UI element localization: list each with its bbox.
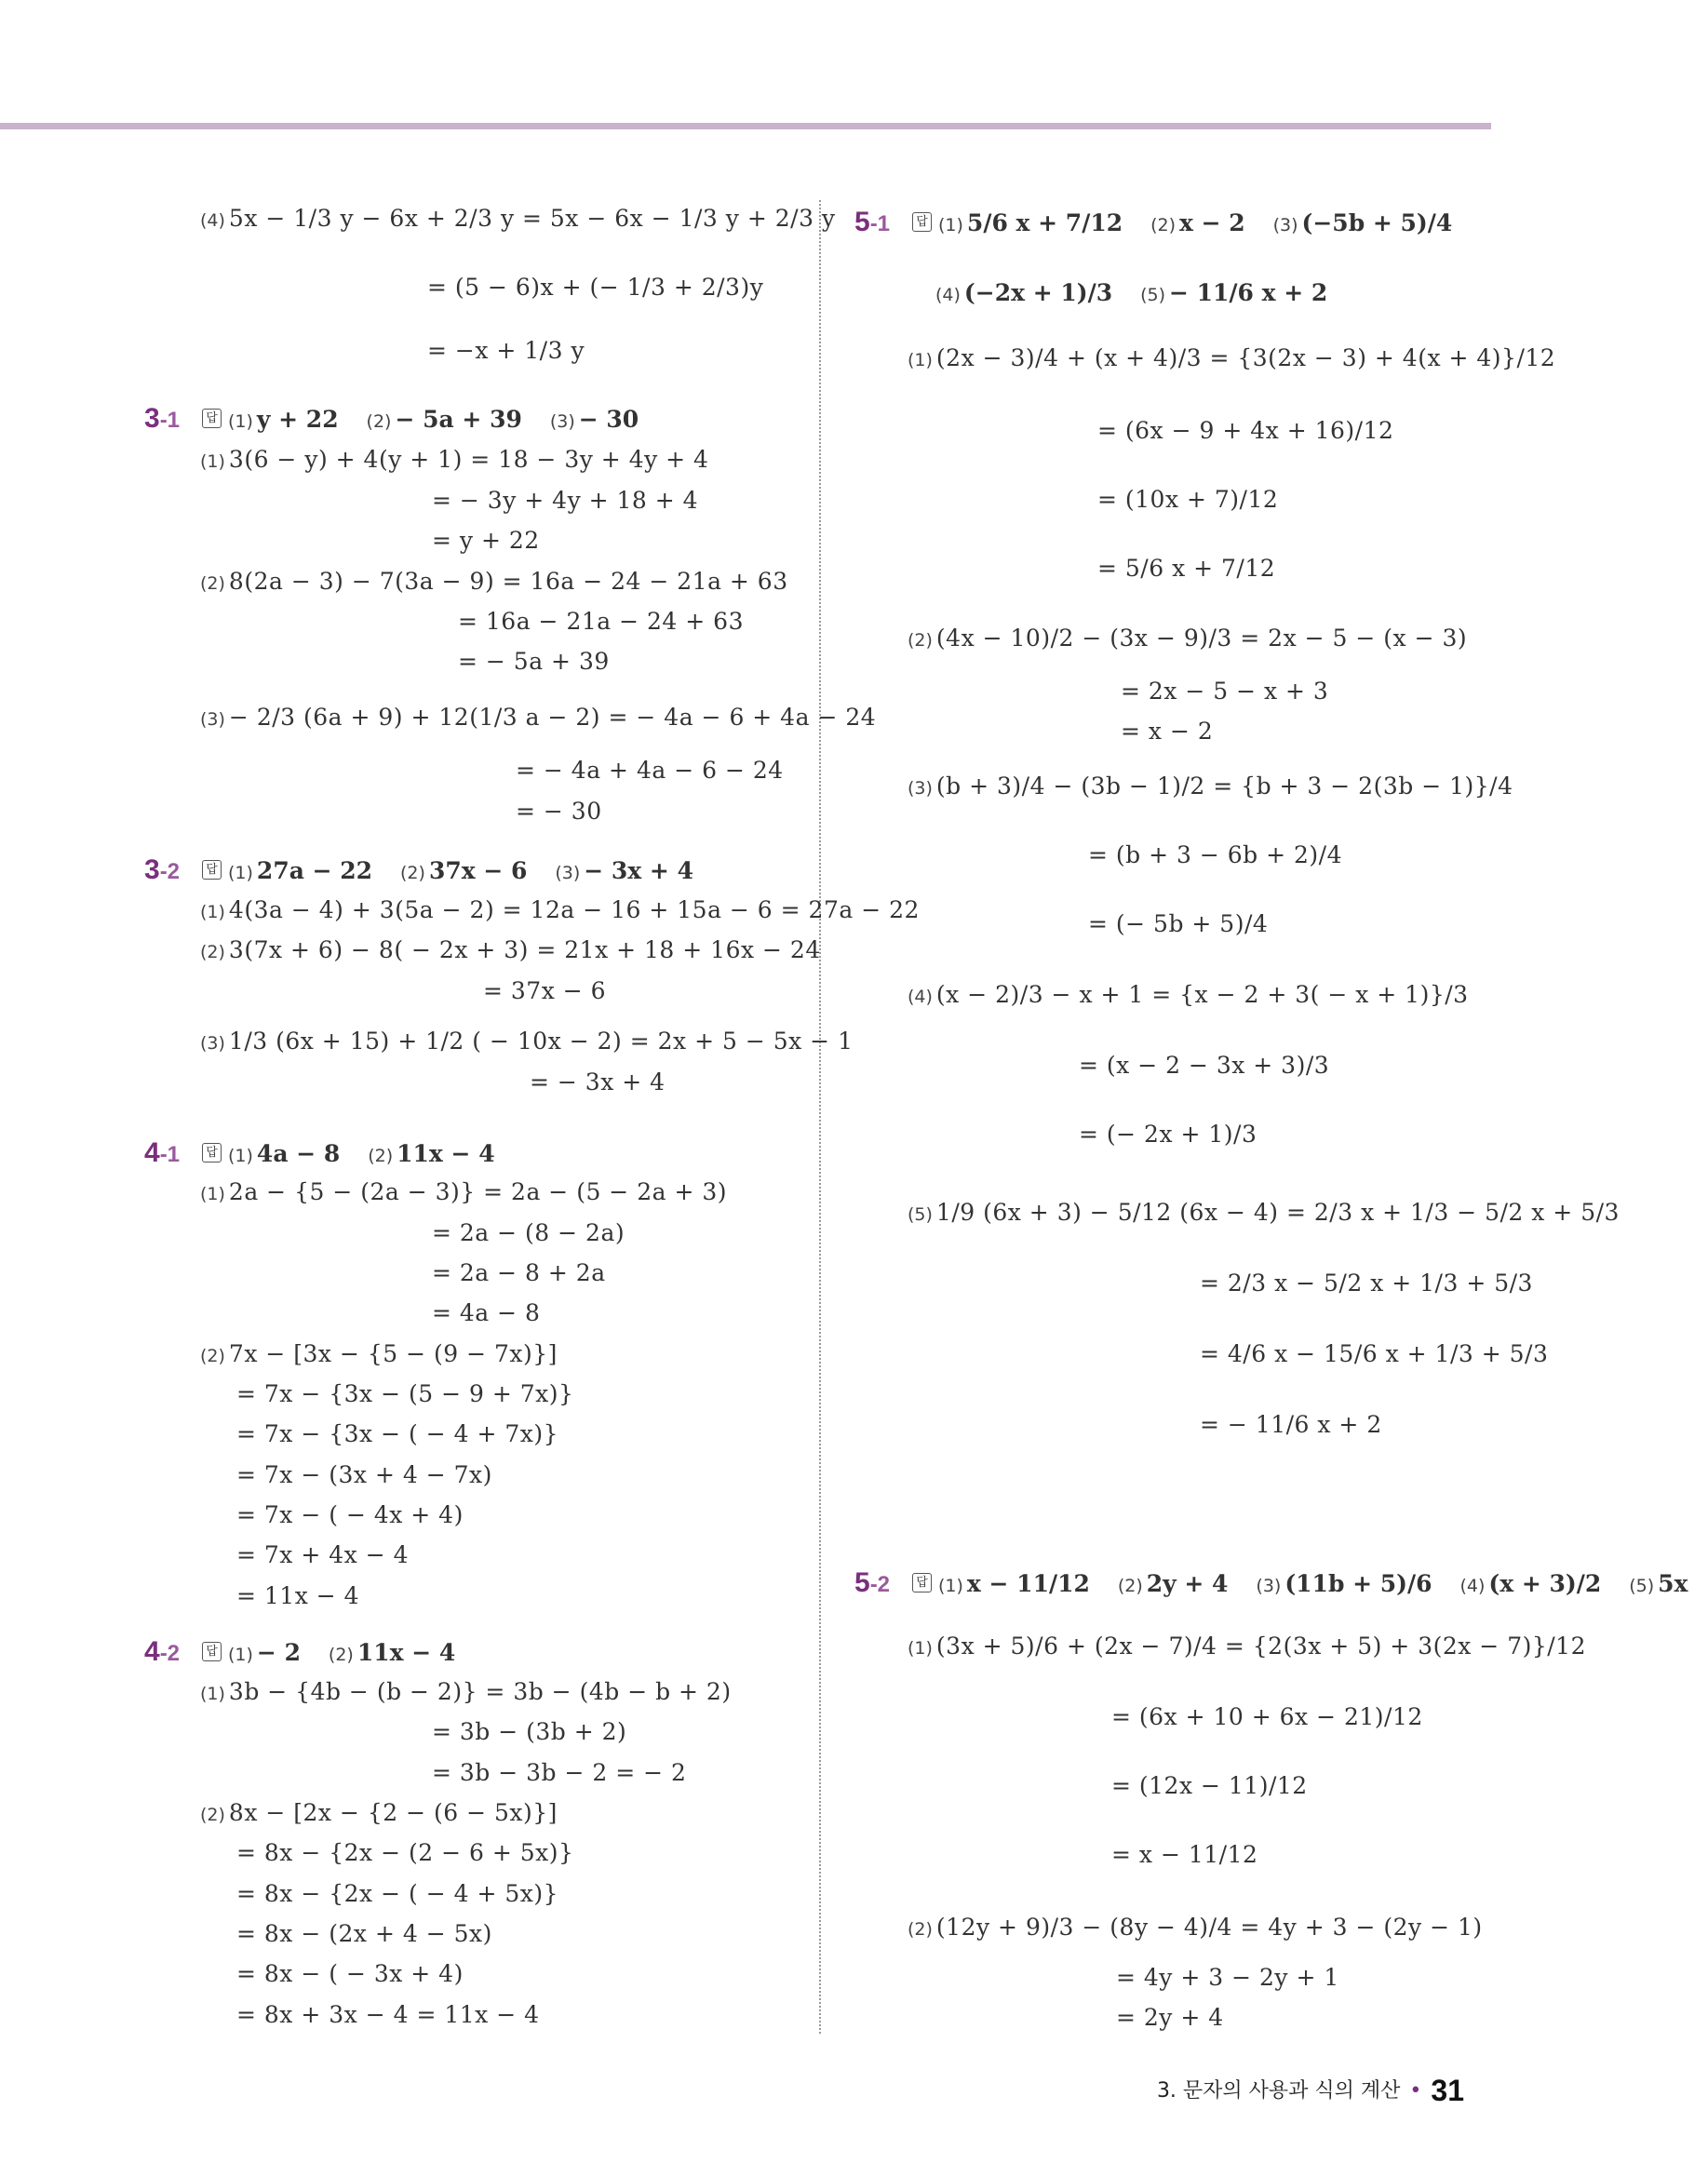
line: = 8x − {2x − ( − 4 + 5x)} [236,1880,558,1907]
line: = 8x − (2x + 4 − 5x) [236,1920,492,1947]
answer-mark: 답 [202,409,222,428]
line: = 2y + 4 [1116,2004,1224,2031]
page-number: 31 [1431,2074,1464,2107]
line: = 4a − 8 [432,1299,541,1326]
answer-line: (1) 5/6 x + 7/12 (2) x − 2 (3) (−5b + 5)/4 [938,209,1453,236]
line: = (6x + 10 + 6x − 21)/12 [1111,1703,1423,1730]
line: = (− 5b + 5)/4 [1088,910,1269,937]
line: (2) 8x − [2x − {2 − (6 − 5x)}] [200,1799,558,1826]
line: = (10x + 7)/12 [1097,486,1279,513]
line: (3) − 2/3 (6a + 9) + 12(1/3 a − 2) = − 4a − 6 + 4a − 24 [200,704,877,731]
line: (5) 1/9 (6x + 3) − 5/12 (6x − 4) = 2/3 x + 1/3 − 5/2 x + 5/3 [908,1199,1620,1226]
line: = 8x − ( − 3x + 4) [236,1960,464,1987]
line: (2) (4x − 10)/2 − (3x − 9)/3 = 2x − 5 − (x − 3) [908,625,1468,652]
line: = 4y + 3 − 2y + 1 [1116,1964,1339,1991]
line: = 7x − {3x − ( − 4 + 7x)} [236,1420,558,1447]
line: = (5 − 6)x + (− 1/3 + 2/3)y [427,274,764,301]
line: = (− 2x + 1)/3 [1079,1121,1257,1148]
line: = 4/6 x − 15/6 x + 1/3 + 5/3 [1200,1340,1549,1367]
line: = 7x − {3x − (5 − 9 + 7x)} [236,1380,574,1407]
line: = 37x − 6 [483,977,607,1004]
top-rule [0,123,1491,129]
line: = 11x − 4 [236,1582,360,1609]
line: = 2a − 8 + 2a [432,1259,606,1286]
problem-3-1: 3-1 [144,403,181,434]
problem-4-2: 4-2 [144,1636,181,1667]
chapter-title: 3. 문자의 사용과 식의 계산 [1156,2079,1401,2103]
answer-mark: 답 [912,212,932,232]
problem-4-1: 4-1 [144,1137,181,1168]
line: = 8x + 3x − 4 = 11x − 4 [236,2001,540,2028]
bullet-icon: • [1409,2079,1422,2103]
line: (1) 4(3a − 4) + 3(5a − 2) = 12a − 16 + 15a − 6 = 27a − 22 [200,896,920,923]
problem-5-2: 5-2 [854,1567,891,1598]
line: (2) 3(7x + 6) − 8( − 2x + 3) = 21x + 18 + 16x − 24 [200,936,821,963]
line: (1) 2a − {5 − (2a − 3)} = 2a − (5 − 2a + 3) [200,1178,727,1205]
line: = (6x − 9 + 4x + 16)/12 [1097,417,1394,444]
line: (3) 1/3 (6x + 15) + 1/2 ( − 10x − 2) = 2x + 5 − 5x − 1 [200,1028,854,1055]
line: = (b + 3 − 6b + 2)/4 [1088,841,1342,868]
column-divider [819,200,821,2034]
line: (2) 8(2a − 3) − 7(3a − 9) = 16a − 24 − 21a + 63 [200,568,788,595]
line: (4) 5x − 1/3 y − 6x + 2/3 y = 5x − 6x − 1/3 y + 2/3 y [200,205,836,232]
answer-mark: 답 [202,1642,222,1661]
answer-mark: 답 [202,860,222,880]
answer-line: (1) 4a − 8 (2) 11x − 4 [228,1140,495,1167]
line: (2) 7x − [3x − {5 − (9 − 7x)}] [200,1340,558,1367]
line: = − 3x + 4 [530,1068,666,1095]
line: = 3b − (3b + 2) [432,1718,627,1745]
line: (3) (b + 3)/4 − (3b − 1)/2 = {b + 3 − 2(3b − 1)}/4 [908,773,1513,800]
answer-mark: 답 [912,1573,932,1592]
line: = 2x − 5 − x + 3 [1121,678,1329,705]
line: (2) (12y + 9)/3 − (8y − 4)/4 = 4y + 3 − (2y − 1) [908,1914,1483,1941]
line: = 7x − (3x + 4 − 7x) [236,1461,492,1488]
line: (1) 3(6 − y) + 4(y + 1) = 18 − 3y + 4y + 4 [200,446,709,473]
line: = y + 22 [432,527,540,554]
line: (1) (2x − 3)/4 + (x + 4)/3 = {3(2x − 3) + 4(x + 4)}/12 [908,344,1556,371]
line: = − 5a + 39 [458,648,610,675]
line: = − 3y + 4y + 18 + 4 [432,487,699,514]
line: = 7x − ( − 4x + 4) [236,1501,464,1528]
answer-line: (1) 27a − 22 (2) 37x − 6 (3) − 3x + 4 [228,857,693,884]
line: = − 11/6 x + 2 [1200,1411,1382,1438]
line: = 5/6 x + 7/12 [1097,555,1276,582]
line: = x − 11/12 [1111,1841,1258,1868]
line: = 8x − {2x − (2 − 6 + 5x)} [236,1839,574,1866]
line: = 3b − 3b − 2 = − 2 [432,1759,687,1786]
line: = (12x − 11)/12 [1111,1772,1308,1799]
line: (1) (3x + 5)/6 + (2x − 7)/4 = {2(3x + 5) + 3(2x − 7)}/12 [908,1633,1586,1660]
line: = 16a − 21a − 24 + 63 [458,608,744,635]
line: = 2/3 x − 5/2 x + 1/3 + 5/3 [1200,1270,1533,1297]
page-footer [1157,2074,1464,2108]
answer-mark: 답 [202,1143,222,1162]
line: = (x − 2 − 3x + 3)/3 [1079,1052,1330,1079]
answer-line: (1) y + 22 (2) − 5a + 39 (3) − 30 [228,406,639,433]
line: = − 4a + 4a − 6 − 24 [516,757,784,784]
line: (4) (x − 2)/3 − x + 1 = {x − 2 + 3( − x + 1)}/3 [908,981,1469,1008]
answer-line: (4) (−2x + 1)/3 (5) − 11/6 x + 2 [935,279,1328,306]
answer-line: (1) x − 11/12 (2) 2y + 4 (3) (11b + 5)/6 (4) (x + 3)/2 (5) 5x [938,1570,1688,1597]
line: = 7x + 4x − 4 [236,1541,409,1568]
problem-3-2: 3-2 [144,854,181,885]
problem-5-1: 5-1 [854,207,891,237]
line: = 2a − (8 − 2a) [432,1219,625,1246]
answer-line: (1) − 2 (2) 11x − 4 [228,1639,456,1666]
line: = x − 2 [1121,718,1214,745]
line: (1) 3b − {4b − (b − 2)} = 3b − (4b − b + 2) [200,1678,732,1705]
line: = − 30 [516,798,602,825]
line: = −x + 1/3 y [427,337,585,364]
